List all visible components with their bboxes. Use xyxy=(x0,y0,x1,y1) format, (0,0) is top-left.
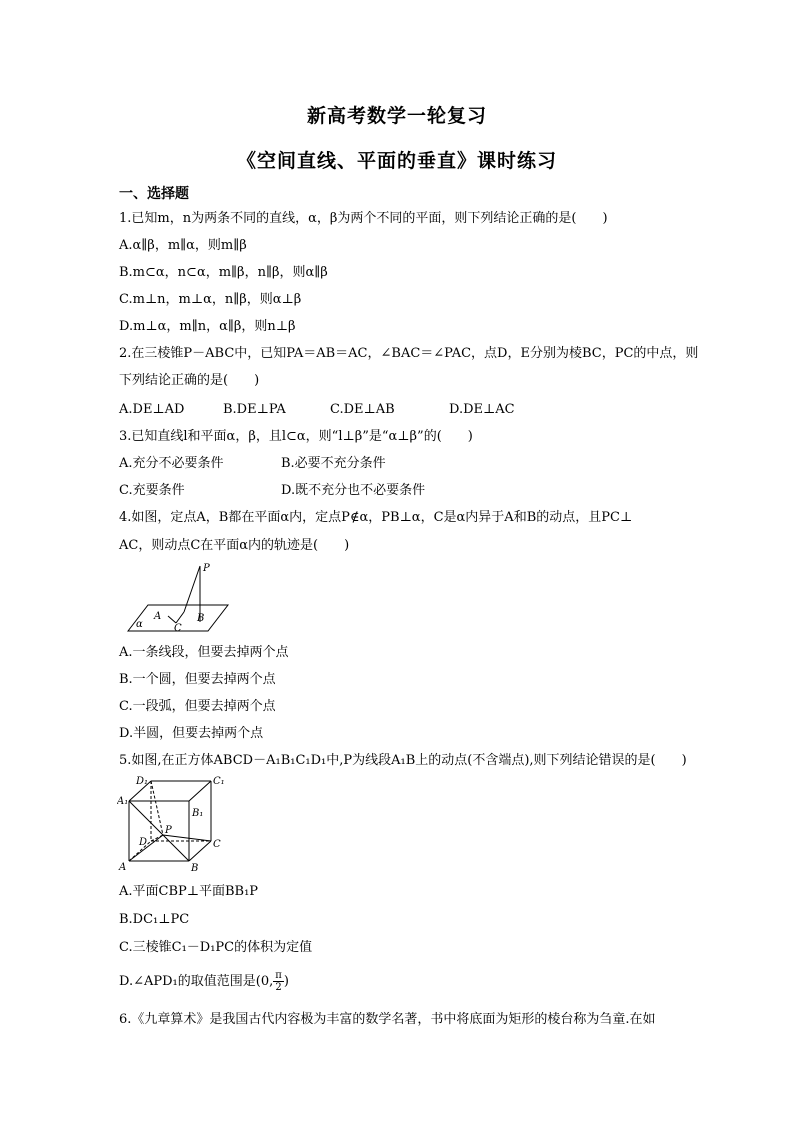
q3-options-row2 xyxy=(119,483,679,499)
page-title: 新高考数学一轮复习 xyxy=(306,105,487,127)
q5-diagonal-a1b xyxy=(129,801,189,861)
q2-options-row xyxy=(119,402,679,418)
q2-stem-line1: 2.在三棱锥P－ABC中，已知PA＝AB＝AC，∠BAC＝∠PAC，点D，E分别为棱BC，PC的中点，则 xyxy=(119,346,699,361)
q5-stem: 5.如图,在正方体ABCD－A₁B₁C₁D₁中,P为线段A₁B上的动点(不含端点),则下列结论错误的是( ) xyxy=(119,753,687,768)
q5-option-b: B.DC₁⊥PC xyxy=(119,912,190,927)
q2-option-d: D.DE⊥AC xyxy=(449,402,515,417)
q5-label-d1: D₁ xyxy=(136,776,149,787)
q1-stem: 1.已知m，n为两条不同的直线，α，β为两个不同的平面，则下列结论正确的是( ) xyxy=(119,211,608,226)
q4-segment-ac xyxy=(168,616,176,623)
q3-option-a: A.充分不必要条件 xyxy=(119,456,224,471)
q5-label-b1: B₁ xyxy=(192,808,204,819)
q2-stem-line2: 下列结论正确的是( ) xyxy=(119,373,260,388)
q5-label-a: A xyxy=(119,862,127,873)
q4-option-c: C.一段弧，但要去掉两个点 xyxy=(119,699,276,714)
q5-fraction-denominator: 2 xyxy=(275,982,282,993)
q5-label-c: C xyxy=(213,839,221,850)
q5-label-a1: A₁ xyxy=(117,796,129,807)
page-subtitle: 《空间直线、平面的垂直》课时练习 xyxy=(236,150,557,172)
q2-option-c: C.DE⊥AB xyxy=(330,402,395,417)
q5-cube-figure xyxy=(117,773,229,875)
q5-label-d: D xyxy=(139,837,148,848)
q5-edge-bc xyxy=(189,841,211,861)
q5-option-d-fraction xyxy=(273,970,284,993)
section-heading: 一、选择题 xyxy=(119,186,189,202)
q3-option-c: C.充要条件 xyxy=(119,483,185,498)
q1-option-a: A.α∥β，m∥α，则m∥β xyxy=(119,238,247,253)
q5-label-p: P xyxy=(165,825,172,836)
q1-option-b: B.m⊂α，n⊂α，m∥β，n∥β，则α∥β xyxy=(119,265,328,280)
q5-option-d-suffix: ) xyxy=(283,974,289,989)
q4-option-b: B.一个圆，但要去掉两个点 xyxy=(119,672,276,687)
q3-option-d: D.既不充分也不必要条件 xyxy=(281,483,426,498)
q5-label-b: B xyxy=(191,863,199,874)
q4-label-p: P xyxy=(203,563,210,574)
q1-option-c: C.m⊥n，m⊥α，n∥β，则α⊥β xyxy=(119,292,302,307)
q5-fraction-numerator: π xyxy=(275,970,282,981)
q5-edge-b1c1 xyxy=(189,781,211,801)
q3-options-row1 xyxy=(119,456,679,472)
q6-stem: 6.《九章算术》是我国古代内容极为丰富的数学名著，书中将底面为矩形的棱台称为刍童.在如 xyxy=(119,1012,656,1027)
q2-option-a: A.DE⊥AD xyxy=(119,402,185,417)
q1-option-d: D.m⊥α，m∥n，α∥β，则n⊥β xyxy=(119,319,296,334)
q4-segment-cp xyxy=(176,612,184,623)
q5-label-c1: C₁ xyxy=(213,776,225,787)
q3-option-b: B.必要不充分条件 xyxy=(281,456,386,471)
q4-stem-line2: AC，则动点C在平面α内的轨迹是( ) xyxy=(119,538,350,553)
q2-option-b: B.DE⊥PA xyxy=(223,402,286,417)
q5-option-c: C.三棱锥C₁－D₁PC的体积为定值 xyxy=(119,940,313,955)
q5-option-a: A.平面CBP⊥平面BB₁P xyxy=(119,884,259,899)
q3-stem: 3.已知直线l和平面α，β，且l⊂α，则“l⊥β”是“α⊥β”的( ) xyxy=(119,429,473,444)
q5-option-d xyxy=(119,968,289,996)
q4-label-a: A xyxy=(154,611,162,622)
q4-option-a: A.一条线段，但要去掉两个点 xyxy=(119,645,289,660)
q4-label-alpha: α xyxy=(136,619,143,630)
q4-label-c: C xyxy=(174,623,182,634)
q4-label-b: B xyxy=(197,613,205,624)
q4-option-d: D.半圆，但要去掉两个点 xyxy=(119,726,264,741)
q5-segment-d1p xyxy=(151,781,163,835)
q4-stem-line1: 4.如图，定点A，B都在平面α内，定点P∉α，PB⊥α，C是α内异于A和B的动点，且PC⊥ xyxy=(119,510,633,525)
q4-figure xyxy=(124,560,234,636)
q5-option-d-prefix: D.∠APD₁的取值范围是(0, xyxy=(119,974,274,989)
